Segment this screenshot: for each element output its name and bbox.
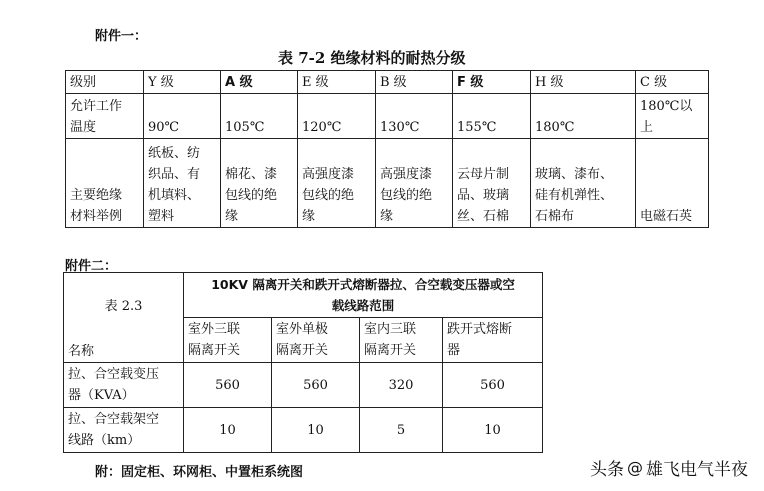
table-cell: 高强度漆 包线的绝 缘 xyxy=(298,139,376,228)
table-cell: 180℃以 上 xyxy=(636,94,709,139)
table-cell: 5 xyxy=(360,408,443,453)
table-cell: 120℃ xyxy=(298,94,376,139)
insulation-heat-class-table xyxy=(65,70,709,228)
table-cell: 纸板、纺 织品、有 机填料、 塑料 xyxy=(144,139,221,228)
footnote: 附：固定柜、环网柜、中置柜系统图 xyxy=(95,465,304,480)
table-row xyxy=(66,94,709,139)
table-cell: 560 xyxy=(184,363,272,408)
table-cell: 棉花、漆 包线的绝 缘 xyxy=(221,139,298,228)
table-cell: 180℃ xyxy=(531,94,636,139)
table-cell: 155℃ xyxy=(453,94,531,139)
name-label: 名称 xyxy=(68,344,95,359)
table-cell: 560 xyxy=(443,363,543,408)
table-7-2-title: 表 7-2 绝缘材料的耐热分级 xyxy=(278,49,466,67)
table-label: 表 2.3 xyxy=(104,299,143,314)
header-cell: F 级 xyxy=(453,71,531,94)
watermark-at: @ xyxy=(627,458,643,477)
table-cell: 10 xyxy=(443,408,543,453)
table-cell: 130℃ xyxy=(376,94,453,139)
attachment-2-heading: 附件二： xyxy=(65,259,118,274)
watermark-name: 雄飞电气半夜 xyxy=(646,460,748,480)
table-cell: 玻璃、漆布、 硅有机弹性、 石棉布 xyxy=(531,139,636,228)
table-cell: 云母片制 品、玻璃 丝、石棉 xyxy=(453,139,531,228)
header-cell: 室内三联 隔离开关 xyxy=(360,318,443,363)
table-cell: 10 xyxy=(272,408,360,453)
table-cell: 560 xyxy=(272,363,360,408)
table-cell: 电磁石英 xyxy=(636,139,709,228)
header-cell: B 级 xyxy=(376,71,453,94)
table-row xyxy=(64,363,543,408)
header-cell: 级别 xyxy=(66,71,144,94)
switch-capacity-table xyxy=(63,272,543,453)
name-header-cell xyxy=(64,273,184,363)
header-cell: H 级 xyxy=(531,71,636,94)
row-label: 拉、合空载变压 器（KVA） xyxy=(64,363,184,408)
table-title: 10KV 隔离开关和跌开式熔断器拉、合空载变压器或空 载线路范围 xyxy=(184,273,543,318)
row-label: 允许工作 温度 xyxy=(66,94,144,139)
row-label: 拉、合空载架空 线路（km） xyxy=(64,408,184,453)
table-cell: 10 xyxy=(184,408,272,453)
table-cell: 105℃ xyxy=(221,94,298,139)
table-cell: 90℃ xyxy=(144,94,221,139)
table-cell: 高强度漆 包线的绝 缘 xyxy=(376,139,453,228)
row-label: 主要绝缘 材料举例 xyxy=(66,139,144,228)
table-row xyxy=(64,408,543,453)
header-cell: 跌开式熔断 器 xyxy=(443,318,543,363)
attachment-1-heading: 附件一： xyxy=(95,29,148,44)
header-cell: 室外三联 隔离开关 xyxy=(184,318,272,363)
watermark-prefix: 头条 xyxy=(590,460,624,480)
table-header-row xyxy=(66,71,709,94)
watermark xyxy=(590,455,748,480)
table-title-row xyxy=(64,273,543,318)
header-cell: E 级 xyxy=(298,71,376,94)
table-row xyxy=(66,139,709,228)
header-cell: A 级 xyxy=(221,71,298,94)
header-cell: C 级 xyxy=(636,71,709,94)
table-cell: 320 xyxy=(360,363,443,408)
header-cell: Y 级 xyxy=(144,71,221,94)
header-cell: 室外单极 隔离开关 xyxy=(272,318,360,363)
